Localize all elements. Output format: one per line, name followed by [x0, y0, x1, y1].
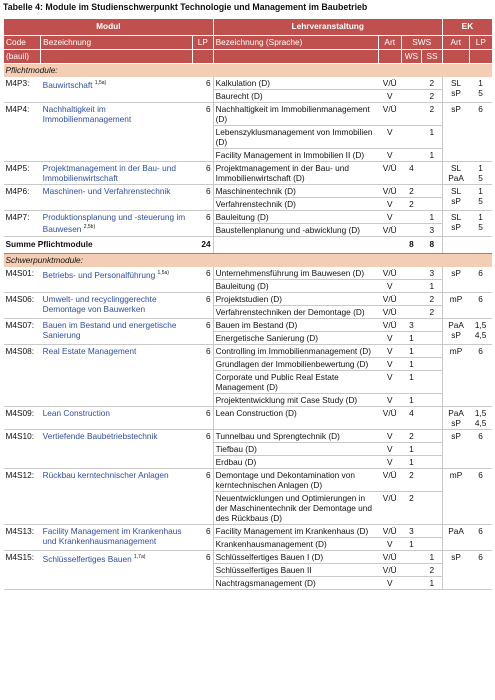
- section-label: Schwerpunktmodule:: [4, 254, 493, 268]
- lv-art: V/Ü: [378, 224, 401, 237]
- lv-name: Energetische Sanierung (D): [213, 332, 378, 345]
- lv-ss: 2: [422, 293, 443, 306]
- lv-ws: 4: [401, 162, 422, 185]
- module-name-link[interactable]: Maschinen- und Verfahrenstechnik: [42, 186, 171, 196]
- ek-lp: 6: [469, 430, 492, 469]
- module-name-link[interactable]: Vertiefende Baubetriebstechnik: [42, 431, 158, 441]
- lv-name: Facility Management im Krankenhaus (D): [213, 525, 378, 538]
- lv-art: V: [378, 345, 401, 358]
- lv-art: V: [378, 198, 401, 211]
- ek-lp: 1 5: [469, 185, 492, 211]
- ek-art: PaA sP: [442, 407, 469, 430]
- lv-ss: [422, 371, 443, 394]
- ek-lp: 1,5 4,5: [469, 407, 492, 430]
- ek-art: SL sP: [442, 211, 469, 237]
- lv-art: V/Ü: [378, 306, 401, 319]
- ek-art: SL sP: [442, 77, 469, 103]
- lv-name: Facility Management in Immobilien II (D): [213, 149, 378, 162]
- module-name-cell: [41, 267, 193, 293]
- table-row: [4, 469, 493, 492]
- lv-name: Nachhaltigkeit im Immobilienmanagement (D): [213, 103, 378, 126]
- ek-art: sP: [442, 267, 469, 293]
- lv-name: Bauleitung (D): [213, 211, 378, 224]
- module-lp: 6: [192, 77, 213, 103]
- table-row: [4, 103, 493, 126]
- lv-art: V: [378, 443, 401, 456]
- lv-art: V: [378, 211, 401, 224]
- lv-art: V/Ü: [378, 293, 401, 306]
- lv-name: Lebenszyklusmanagement von Immobilien (D): [213, 126, 378, 149]
- module-code: M4P7:: [4, 211, 41, 237]
- lv-ws: 2: [401, 430, 422, 443]
- header-bezeichnung: Bezeichnung: [41, 36, 193, 50]
- section-schwerpunktmodule: [4, 254, 493, 268]
- lv-art: V: [378, 371, 401, 394]
- lv-name: Projektentwicklung mit Case Study (D): [213, 394, 378, 407]
- ek-art: mP: [442, 469, 469, 525]
- header-ek: EK: [442, 19, 492, 36]
- lv-ws: 3: [401, 319, 422, 332]
- module-code: M4P6:: [4, 185, 41, 211]
- lv-ss: 2: [422, 103, 443, 126]
- header-bauil: (bauil): [4, 50, 41, 64]
- lv-ws: [401, 90, 422, 103]
- lv-ws: [401, 149, 422, 162]
- module-code: M4P5:: [4, 162, 41, 185]
- ek-art: PaA: [442, 525, 469, 551]
- module-name-cell: [41, 162, 193, 185]
- lv-name: Baustellenplanung und -abwicklung (D): [213, 224, 378, 237]
- lv-ss: [422, 443, 443, 456]
- lv-name: Controlling im Immobilienmanagement (D): [213, 345, 378, 358]
- lv-art: V/Ü: [378, 185, 401, 198]
- footnote-marker: 2,5b): [83, 224, 96, 230]
- lv-name: Grundlagen der Immobilienbewertung (D): [213, 358, 378, 371]
- module-name-link[interactable]: Produktionsplanung und -steuerung im Bauwesen: [42, 212, 186, 234]
- lv-ss: [422, 319, 443, 332]
- module-lp: 6: [192, 103, 213, 162]
- lv-ws: [401, 267, 422, 280]
- lv-name: Lean Construction (D): [213, 407, 378, 430]
- module-name-cell: [41, 407, 193, 430]
- header-lehrveranstaltung: Lehrveranstaltung: [213, 19, 442, 36]
- lv-name: Unternehmensführung im Bauwesen (D): [213, 267, 378, 280]
- ek-art: PaA sP: [442, 319, 469, 345]
- lv-name: Krankenhausmanagement (D): [213, 538, 378, 551]
- lv-ws: [401, 280, 422, 293]
- module-name-cell: [41, 319, 193, 345]
- ek-art: mP: [442, 345, 469, 407]
- lv-ws: 4: [401, 407, 422, 430]
- ek-lp: 6: [469, 293, 492, 319]
- ek-lp: 6: [469, 551, 492, 590]
- module-name-cell: [41, 469, 193, 525]
- table-row: [4, 185, 493, 198]
- lv-ss: 2: [422, 90, 443, 103]
- table-row: [4, 407, 493, 430]
- table-row: [4, 211, 493, 224]
- lv-name: Verfahrenstechnik (D): [213, 198, 378, 211]
- module-code: M4P3:: [4, 77, 41, 103]
- ek-lp: 6: [469, 345, 492, 407]
- lv-name: Neuentwicklungen und Optimierungen in der Maschinentechnik der Demontage und des Rückbaus (D): [213, 492, 378, 525]
- ek-lp: 6: [469, 525, 492, 551]
- lv-ws: [401, 126, 422, 149]
- footnote-marker: 1,7a): [134, 554, 146, 560]
- lv-ws: 1: [401, 332, 422, 345]
- module-lp: 6: [192, 345, 213, 407]
- ek-lp: 6: [469, 103, 492, 162]
- ek-art: SL sP: [442, 185, 469, 211]
- section-label: Pflichtmodule:: [4, 64, 493, 78]
- lv-ss: 2: [422, 564, 443, 577]
- lv-art: V/Ü: [378, 564, 401, 577]
- module-name-cell: [41, 211, 193, 237]
- lv-ws: [401, 577, 422, 590]
- module-table: [3, 19, 492, 590]
- lv-ss: [422, 456, 443, 469]
- module-code: M4S13:: [4, 525, 41, 551]
- lv-name: Baurecht (D): [213, 90, 378, 103]
- module-name-cell: [41, 185, 193, 211]
- lv-ss: [422, 492, 443, 525]
- module-lp: 6: [192, 551, 213, 590]
- module-lp: 6: [192, 162, 213, 185]
- footnote-marker: 1,5a): [157, 270, 169, 276]
- module-lp: 6: [192, 469, 213, 525]
- module-lp: 6: [192, 430, 213, 469]
- lv-name: Tunnelbau und Sprengtechnik (D): [213, 430, 378, 443]
- module-lp: 6: [192, 211, 213, 237]
- lv-name: Erdbau (D): [213, 456, 378, 469]
- lv-ws: [401, 551, 422, 564]
- lv-art: V/Ü: [378, 103, 401, 126]
- module-name-link[interactable]: Schlüsselfertiges Bauen: [42, 553, 132, 564]
- lv-name: Verfahrenstechniken der Demontage (D): [213, 306, 378, 319]
- table-row: [4, 525, 493, 538]
- table-row: [4, 162, 493, 185]
- lv-art: V: [378, 90, 401, 103]
- module-name-cell: [41, 345, 193, 407]
- sum-row: [4, 237, 493, 254]
- lv-art: V/Ü: [378, 407, 401, 430]
- lv-ss: [422, 358, 443, 371]
- table-caption: Tabelle 4: Module im Studienschwerpunkt Technologie und Management im Baubetrieb: [3, 2, 368, 12]
- lv-name: Schlüsselfertiges Bauen I (D): [213, 551, 378, 564]
- lv-ss: [422, 198, 443, 211]
- lv-ws: 2: [401, 469, 422, 492]
- lv-ss: [422, 469, 443, 492]
- lv-ss: [422, 525, 443, 538]
- lv-name: Bauleitung (D): [213, 280, 378, 293]
- module-lp: 6: [192, 293, 213, 319]
- sum-ss: 8: [422, 237, 443, 254]
- module-lp: 6: [192, 267, 213, 293]
- lv-art: V: [378, 577, 401, 590]
- module-name-link[interactable]: Real Estate Management: [42, 346, 137, 356]
- table-row: [4, 551, 493, 564]
- lv-ws: [401, 211, 422, 224]
- module-name-link[interactable]: Lean Construction: [42, 408, 111, 418]
- lv-name: Maschinentechnik (D): [213, 185, 378, 198]
- lv-ss: 1: [422, 577, 443, 590]
- lv-name: Demontage und Dekontamination von kerntechnischen Anlagen (D): [213, 469, 378, 492]
- lv-ss: [422, 394, 443, 407]
- module-code: M4S15:: [4, 551, 41, 590]
- lv-art: V/Ü: [378, 492, 401, 525]
- footnote-marker: 1,5a): [94, 80, 107, 86]
- lv-art: V: [378, 456, 401, 469]
- lv-art: V/Ü: [378, 319, 401, 332]
- module-name-link[interactable]: Bauen im Bestand und energetische Sanierung: [42, 320, 177, 340]
- table-row: [4, 293, 493, 306]
- module-name-cell: [41, 103, 193, 162]
- header-code: Code: [4, 36, 41, 50]
- lv-art: V/Ü: [378, 267, 401, 280]
- module-name-cell: [41, 551, 193, 590]
- lv-ws: 1: [401, 538, 422, 551]
- lv-ws: [401, 306, 422, 319]
- lv-ws: 2: [401, 198, 422, 211]
- lv-art: V: [378, 358, 401, 371]
- lv-art: V: [378, 538, 401, 551]
- table-row: [4, 77, 493, 90]
- lv-name: Kalkulation (D): [213, 77, 378, 90]
- header-sws: SWS: [401, 36, 442, 50]
- ek-lp: 1 5: [469, 211, 492, 237]
- header-modul: Modul: [4, 19, 214, 36]
- module-name-link[interactable]: Bauwirtschaft: [42, 79, 93, 90]
- ek-lp: 6: [469, 267, 492, 293]
- lv-art: V: [378, 149, 401, 162]
- ek-lp: 1 5: [469, 162, 492, 185]
- module-code: M4S09:: [4, 407, 41, 430]
- ek-lp: 1 5: [469, 77, 492, 103]
- module-lp: 6: [192, 525, 213, 551]
- section-pflichtmodule: [4, 64, 493, 78]
- lv-ws: [401, 77, 422, 90]
- lv-name: Nachtragsmanagement (D): [213, 577, 378, 590]
- lv-ws: 2: [401, 492, 422, 525]
- header-ek-art: Art: [442, 36, 469, 50]
- lv-ss: 1: [422, 280, 443, 293]
- lv-ws: 1: [401, 394, 422, 407]
- lv-ws: 1: [401, 358, 422, 371]
- lv-ss: 1: [422, 149, 443, 162]
- lv-ss: 3: [422, 267, 443, 280]
- lv-ss: [422, 345, 443, 358]
- lv-ws: 3: [401, 525, 422, 538]
- lv-name: Schlüsselfertiges Bauen II: [213, 564, 378, 577]
- module-code: M4S08:: [4, 345, 41, 407]
- module-name-link[interactable]: Projektmanagement in der Bau- und Immobilienwirtschaft: [42, 163, 176, 183]
- lv-ws: 2: [401, 185, 422, 198]
- lv-art: V/Ü: [378, 469, 401, 492]
- header-art: Art: [378, 36, 401, 50]
- lv-ss: 1: [422, 126, 443, 149]
- header-ek-lp: LP: [469, 36, 492, 50]
- lv-art: V: [378, 280, 401, 293]
- lv-art: V/Ü: [378, 525, 401, 538]
- table-row: [4, 267, 493, 280]
- header-lp: LP: [192, 36, 213, 50]
- lv-name: Projektstudien (D): [213, 293, 378, 306]
- header-ss: SS: [422, 50, 443, 64]
- module-name-cell: [41, 525, 193, 551]
- lv-name: Projektmanagement in der Bau- und Immobilienwirtschaft (D): [213, 162, 378, 185]
- lv-art: V: [378, 332, 401, 345]
- lv-art: V/Ü: [378, 162, 401, 185]
- lv-ss: [422, 538, 443, 551]
- module-lp: 6: [192, 407, 213, 430]
- sum-label: Summe Pflichtmodule: [4, 237, 193, 254]
- lv-ws: 1: [401, 456, 422, 469]
- header-ws: WS: [401, 50, 422, 64]
- ek-art: SL PaA: [442, 162, 469, 185]
- module-code: M4S12:: [4, 469, 41, 525]
- module-name-cell: [41, 430, 193, 469]
- lv-ss: [422, 185, 443, 198]
- lv-name: Tiefbau (D): [213, 443, 378, 456]
- lv-art: V: [378, 430, 401, 443]
- module-code: M4S01:: [4, 267, 41, 293]
- lv-art: V: [378, 126, 401, 149]
- module-lp: 6: [192, 319, 213, 345]
- module-name-cell: [41, 77, 193, 103]
- lv-ss: 3: [422, 224, 443, 237]
- lv-ss: 2: [422, 77, 443, 90]
- lv-ss: [422, 332, 443, 345]
- module-name-link[interactable]: Nachhaltigkeit im Immobilienmanagement: [42, 104, 132, 124]
- module-lp: 6: [192, 185, 213, 211]
- ek-lp: 1,5 4,5: [469, 319, 492, 345]
- lv-ss: 1: [422, 211, 443, 224]
- lv-ws: 1: [401, 345, 422, 358]
- lv-name: Corporate und Public Real Estate Management (D): [213, 371, 378, 394]
- lv-art: V: [378, 394, 401, 407]
- module-code: M4S10:: [4, 430, 41, 469]
- ek-lp: 6: [469, 469, 492, 525]
- table-row: [4, 430, 493, 443]
- module-code: M4S06:: [4, 293, 41, 319]
- lv-ws: 1: [401, 443, 422, 456]
- module-code: M4P4:: [4, 103, 41, 162]
- header-lv-bezeichnung: Bezeichnung (Sprache): [213, 36, 378, 50]
- module-name-link[interactable]: Betriebs- und Personalführung: [42, 269, 156, 280]
- lv-art: V/Ü: [378, 551, 401, 564]
- lv-ss: [422, 407, 443, 430]
- lv-name: Bauen im Bestand (D): [213, 319, 378, 332]
- ek-art: sP: [442, 430, 469, 469]
- ek-art: mP: [442, 293, 469, 319]
- lv-ws: [401, 293, 422, 306]
- lv-ss: [422, 162, 443, 185]
- table-row: [4, 345, 493, 358]
- sum-lp: 24: [192, 237, 213, 254]
- ek-art: sP: [442, 551, 469, 590]
- lv-art: V/Ü: [378, 77, 401, 90]
- lv-ss: [422, 430, 443, 443]
- sum-ws: 8: [401, 237, 422, 254]
- module-code: M4S07:: [4, 319, 41, 345]
- module-name-link[interactable]: Umwelt- und recyclinggerechte Demontage von Bauwerken: [42, 294, 157, 314]
- ek-art: sP: [442, 103, 469, 162]
- lv-ws: 1: [401, 371, 422, 394]
- lv-ws: [401, 103, 422, 126]
- lv-ws: [401, 224, 422, 237]
- module-name-cell: [41, 293, 193, 319]
- table-row: [4, 319, 493, 332]
- module-name-link[interactable]: Rückbau kerntechnischer Anlagen: [42, 470, 169, 480]
- module-name-link[interactable]: Facility Management im Krankenhaus und Krankenhausmanagement: [42, 526, 182, 546]
- lv-ss: 1: [422, 551, 443, 564]
- lv-ws: [401, 564, 422, 577]
- lv-ss: 2: [422, 306, 443, 319]
